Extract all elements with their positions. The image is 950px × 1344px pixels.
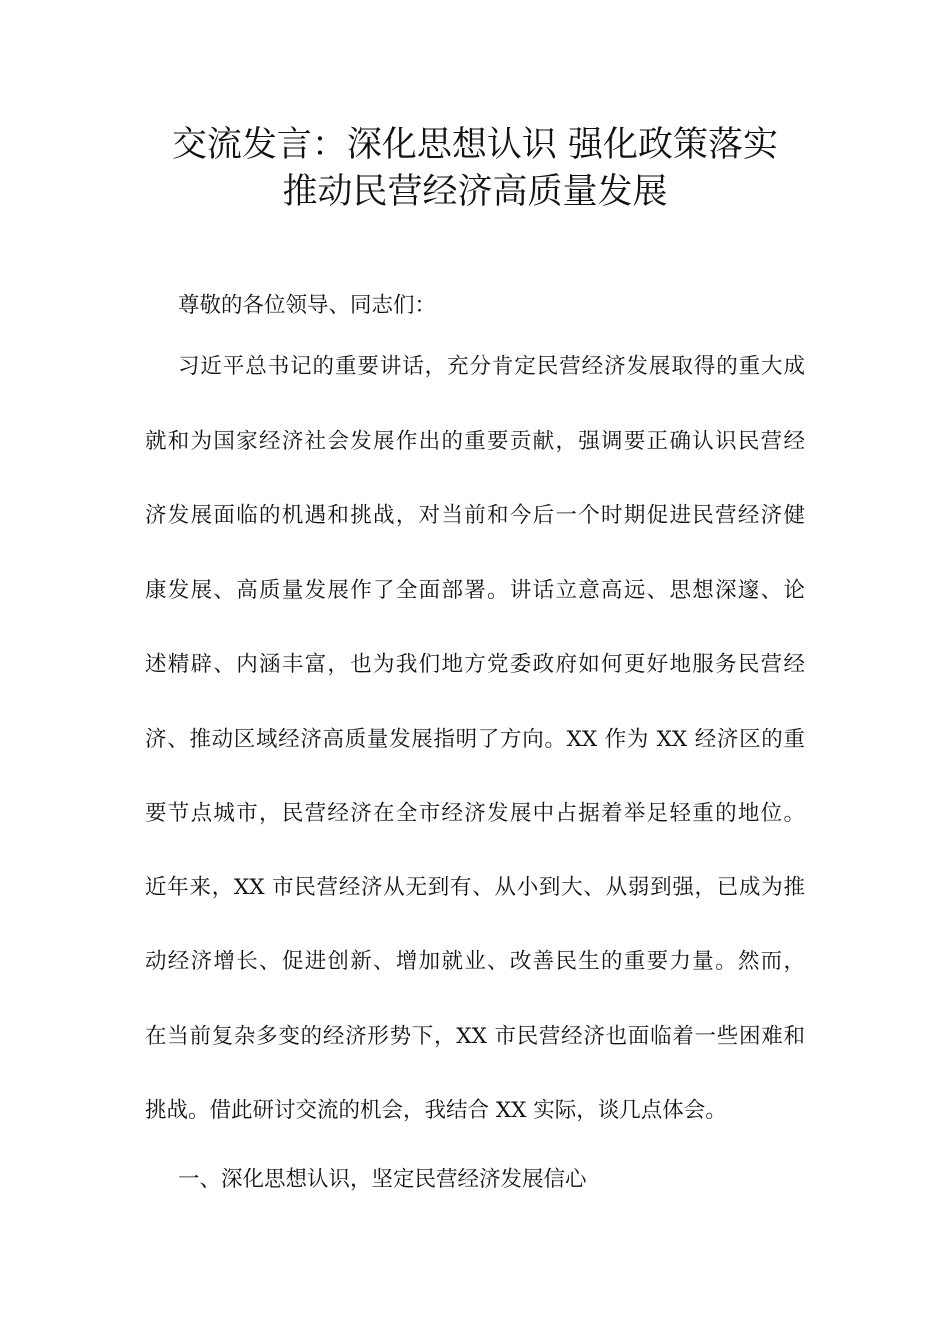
paragraph-line: 挑战。借此研讨交流的机会，我结合 XX 实际，谈几点体会。: [145, 1098, 727, 1123]
salutation: 尊敬的各位领导、同志们：: [178, 293, 437, 318]
paragraph-line: 要节点城市，民营经济在全市经济发展中占据着举足轻重的地位。: [145, 801, 805, 826]
document-title-line-1: 交流发言：深化思想认识 强化政策落实: [171, 125, 779, 165]
paragraph-line: 动经济增长、促进创新、增加就业、改善民生的重要力量。然而，: [145, 949, 805, 974]
paragraph-line: 习近平总书记的重要讲话，充分肯定民营经济发展取得的重大成: [178, 354, 805, 379]
paragraph-line: 济、推动区域经济高质量发展指明了方向。XX 作为 XX 经济区的重: [145, 727, 805, 752]
paragraph-line: 就和为国家经济社会发展作出的重要贡献，强调要正确认识民营经: [145, 429, 805, 454]
paragraph-line: 在当前复杂多变的经济形势下，XX 市民营经济也面临着一些困难和: [145, 1024, 805, 1049]
paragraph-line: 康发展、高质量发展作了全面部署。讲话立意高远、思想深邃、论: [145, 578, 805, 603]
document-title-line-2: 推动民营经济高质量发展: [282, 172, 668, 212]
paragraph-line: 近年来，XX 市民营经济从无到有、从小到大、从弱到强，已成为推: [145, 875, 805, 900]
section-heading: 一、深化思想认识，坚定民营经济发展信心: [178, 1167, 587, 1192]
paragraph-line: 济发展面临的机遇和挑战，对当前和今后一个时期促进民营经济健: [145, 503, 805, 528]
paragraph-line: 述精辟、内涵丰富，也为我们地方党委政府如何更好地服务民营经: [145, 652, 805, 677]
